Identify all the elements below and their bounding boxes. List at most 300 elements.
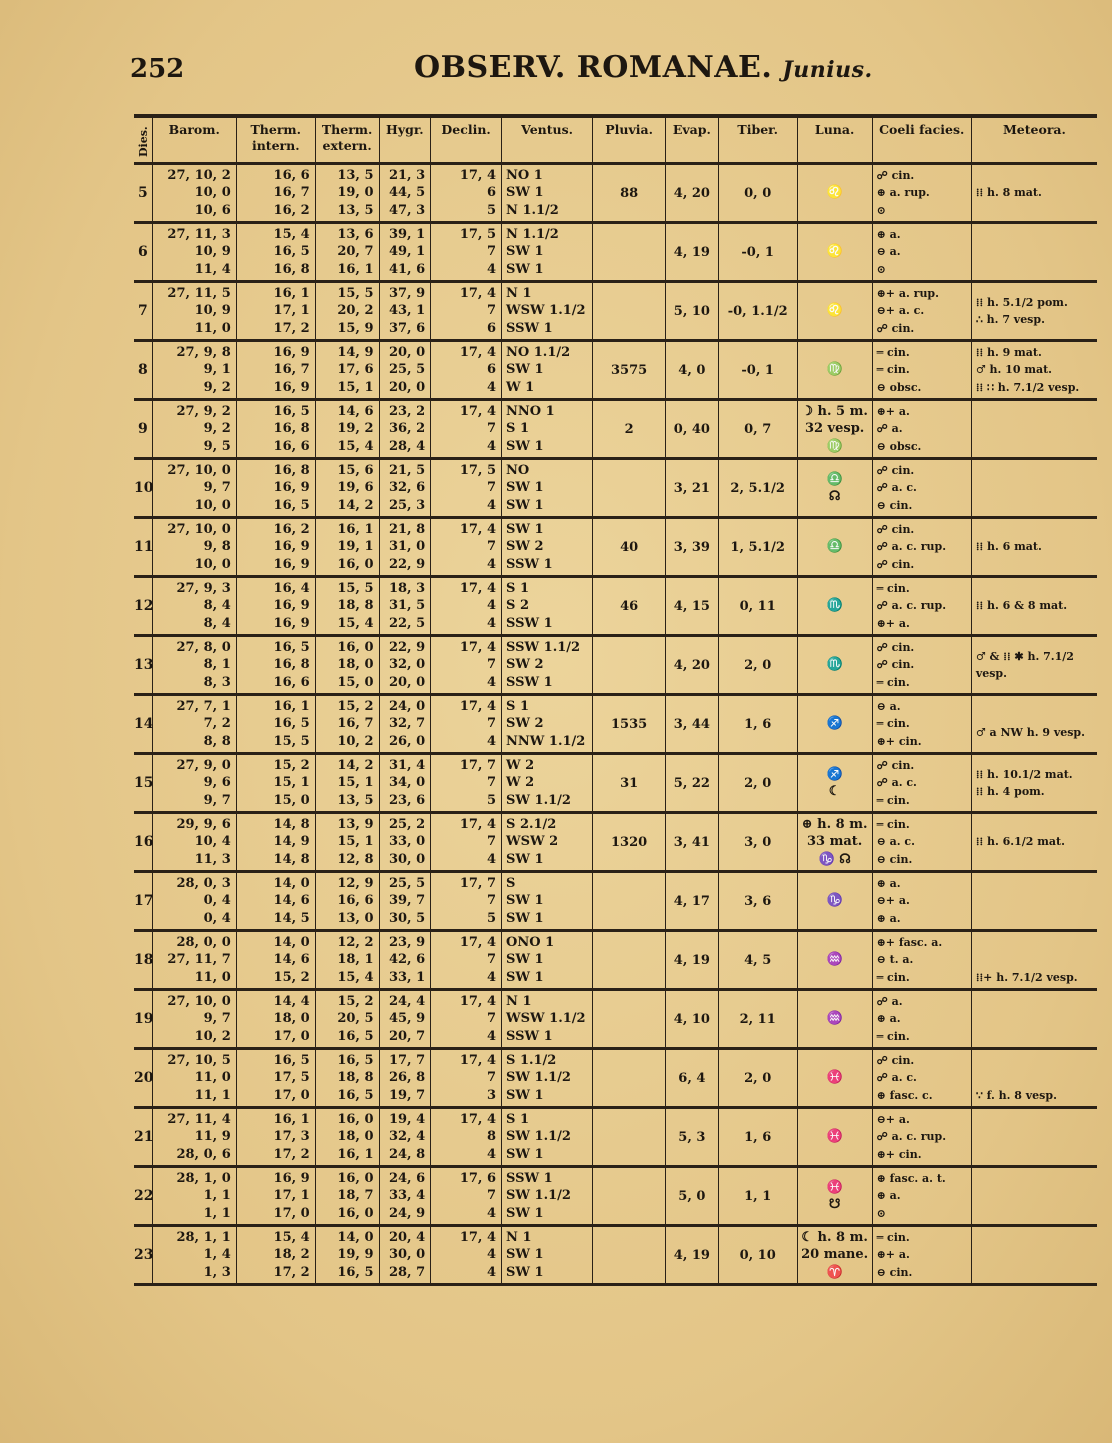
evap-cell: 4, 0: [666, 341, 719, 400]
table-row: [134, 341, 1097, 400]
meteora-cell: [971, 636, 1097, 695]
tiber-cell: 0, 11: [718, 577, 797, 636]
meteora-cell: [971, 459, 1097, 518]
ventus-cell-line: S: [506, 875, 516, 891]
ventus-cell: [502, 518, 593, 577]
declin-cell-line: 7: [486, 1188, 497, 1204]
hygr-cell: [379, 1167, 431, 1226]
declin-cell-line: 17, 4: [459, 816, 497, 832]
coeli-cell-line: ⊕ a.: [876, 911, 901, 925]
header-row: [134, 116, 1097, 164]
therm-extern-cell-line: 13, 9: [337, 816, 374, 832]
meteora-cell-line: ♂ a NW h. 9 vesp.: [975, 726, 1085, 739]
coeli-cell-line: ⊕ a. rup.: [876, 186, 930, 200]
therm-extern-cell: [315, 341, 379, 400]
luna-cell: [797, 223, 872, 282]
declin-cell-line: 6: [486, 185, 497, 201]
therm-intern-cell-line: 16, 8: [273, 462, 310, 478]
table-row: [134, 518, 1097, 577]
ventus-cell-line: WSW 1.1/2: [506, 303, 586, 319]
coeli-cell-line: ⊖ a.: [876, 699, 901, 713]
barom-cell-line: 28, 0, 0: [176, 934, 231, 950]
luna-cell: [797, 931, 872, 990]
evap-cell: 3, 44: [666, 695, 719, 754]
declin-cell-line: 4: [486, 851, 497, 867]
tiber-cell: 0, 10: [718, 1226, 797, 1285]
ventus-cell-line: SW 1: [506, 185, 544, 201]
coeli-cell-line: ═ cin.: [876, 1029, 910, 1043]
luna-cell-line: ☽ h. 5 m.: [801, 403, 868, 419]
coeli-cell-line: ☍ cin.: [876, 522, 915, 536]
luna-cell-line: ♒: [826, 1011, 843, 1027]
therm-intern-cell-line: 16, 6: [273, 674, 310, 690]
declin-cell-line: 7: [486, 893, 497, 909]
coeli-cell-line: ⊕ a.: [876, 1189, 901, 1203]
barom-cell: [152, 400, 236, 459]
ventus-cell-line: N 1.1/2: [506, 226, 559, 242]
coeli-cell-line: ☍ a. c. rup.: [876, 1130, 947, 1144]
ventus-cell: [502, 754, 593, 813]
declin-cell: [431, 1226, 502, 1285]
luna-cell-line: ♍: [826, 438, 843, 454]
evap-cell: 4, 15: [666, 577, 719, 636]
declin-cell-line: 4: [486, 1264, 497, 1280]
hygr-cell-line: 28, 7: [388, 1264, 426, 1280]
therm-extern-cell-line: 16, 1: [337, 261, 374, 277]
table-row: [134, 1167, 1097, 1226]
barom-cell-line: 9, 2: [203, 421, 231, 437]
pluvia-cell: [593, 636, 666, 695]
barom-cell-line: 27, 11, 5: [167, 285, 231, 301]
declin-cell-line: 4: [486, 438, 497, 454]
declin-cell: [431, 990, 502, 1049]
meteora-cell: [971, 1226, 1097, 1285]
coeli-cell-line: ⊙: [876, 262, 886, 276]
therm-intern-cell: [236, 754, 315, 813]
evap-cell: 4, 20: [666, 164, 719, 223]
therm-extern-cell-line: 18, 0: [337, 1129, 374, 1145]
coeli-cell: [872, 872, 971, 931]
declin-cell: [431, 577, 502, 636]
therm-intern-cell-line: 15, 5: [273, 733, 310, 749]
coeli-cell-line: ⊖+ a.: [876, 1112, 910, 1126]
hygr-cell-line: 43, 1: [388, 303, 426, 319]
declin-cell: [431, 518, 502, 577]
therm-extern-cell-line: 15, 4: [337, 615, 374, 631]
tiber-cell: 1, 5.1/2: [718, 518, 797, 577]
hygr-cell: [379, 636, 431, 695]
hygr-cell-line: 18, 3: [388, 580, 426, 596]
therm-extern-cell-line: 16, 0: [337, 1205, 374, 1221]
therm-intern-cell-line: 16, 4: [273, 580, 310, 596]
therm-extern-cell-line: 16, 1: [337, 1146, 374, 1162]
hygr-cell-line: 36, 2: [388, 421, 426, 437]
pluvia-cell: [593, 990, 666, 1049]
therm-extern-cell: [315, 636, 379, 695]
barom-cell: [152, 164, 236, 223]
hygr-cell: [379, 931, 431, 990]
luna-cell: [797, 1049, 872, 1108]
column-header: Declin.: [431, 116, 502, 164]
therm-intern-cell: [236, 1167, 315, 1226]
barom-cell-line: 8, 1: [203, 657, 231, 673]
therm-intern-cell: [236, 282, 315, 341]
barom-cell: [152, 695, 236, 754]
meteora-cell: [971, 282, 1097, 341]
day-cell: 8: [134, 341, 152, 400]
hygr-cell: [379, 990, 431, 1049]
tiber-cell: 2, 0: [718, 636, 797, 695]
declin-cell-line: 17, 6: [459, 1170, 497, 1186]
luna-cell: [797, 990, 872, 1049]
ventus-cell-line: S 1: [506, 580, 529, 596]
barom-cell: [152, 282, 236, 341]
ventus-cell-line: SW 1: [506, 1146, 544, 1162]
declin-cell-line: 17, 4: [459, 698, 497, 714]
therm-intern-cell: [236, 636, 315, 695]
meteora-cell-line: ⁞⁞ h. 4 pom.: [975, 785, 1045, 798]
pluvia-cell: [593, 1049, 666, 1108]
therm-extern-cell-line: 16, 0: [337, 1170, 374, 1186]
column-header: Pluvia.: [593, 116, 666, 164]
coeli-cell: [872, 164, 971, 223]
therm-extern-cell: [315, 1049, 379, 1108]
therm-intern-cell-line: 18, 2: [273, 1247, 310, 1263]
column-header: Luna.: [797, 116, 872, 164]
ventus-cell: [502, 1226, 593, 1285]
meteora-cell: [971, 400, 1097, 459]
therm-extern-cell-line: 10, 2: [337, 733, 374, 749]
therm-extern-cell-line: 14, 6: [337, 403, 374, 419]
tiber-cell: 4, 5: [718, 931, 797, 990]
therm-extern-cell-line: 15, 1: [337, 834, 374, 850]
barom-cell: [152, 1167, 236, 1226]
hygr-cell-line: 30, 5: [388, 910, 426, 926]
table-row: [134, 931, 1097, 990]
therm-intern-cell-line: 16, 9: [273, 480, 310, 496]
barom-cell: [152, 1049, 236, 1108]
meteora-cell-line: ⁞⁞ h. 6 mat.: [975, 540, 1042, 554]
column-header: Evap.: [666, 116, 719, 164]
coeli-cell-line: ⊕+ a.: [876, 1248, 910, 1262]
barom-cell-line: 10, 0: [194, 497, 231, 513]
barom-cell: [152, 1108, 236, 1167]
therm-intern-cell-line: 17, 2: [273, 320, 310, 336]
declin-cell-line: 17, 4: [459, 285, 497, 301]
pluvia-cell: [593, 1108, 666, 1167]
hygr-cell-line: 30, 0: [388, 1247, 426, 1263]
ventus-cell-line: S 1: [506, 1111, 529, 1127]
therm-extern-cell-line: 16, 0: [337, 639, 374, 655]
tiber-cell: 2, 0: [718, 754, 797, 813]
ventus-cell-line: W 2: [506, 775, 535, 791]
therm-extern-cell-line: 19, 2: [337, 421, 374, 437]
ventus-cell-line: SW 2: [506, 539, 544, 555]
coeli-cell-line: ═ cin.: [876, 817, 910, 831]
day-cell: 11: [134, 518, 152, 577]
declin-cell-line: 6: [486, 362, 497, 378]
day-cell: 10: [134, 459, 152, 518]
hygr-cell-line: 24, 4: [388, 993, 426, 1009]
therm-intern-cell-line: 14, 0: [273, 934, 310, 950]
hygr-cell-line: 37, 9: [388, 285, 426, 301]
hygr-cell-line: 49, 1: [388, 244, 426, 260]
luna-cell-line: ♌: [826, 303, 843, 319]
declin-cell-line: 17, 7: [459, 875, 497, 891]
declin-cell: [431, 223, 502, 282]
therm-intern-cell-line: 16, 1: [273, 1111, 310, 1127]
column-header: Barom.: [152, 116, 236, 164]
declin-cell-line: 17, 4: [459, 1111, 497, 1127]
therm-extern-cell-line: 16, 6: [337, 893, 374, 909]
therm-extern-cell-line: 15, 1: [337, 775, 374, 791]
ventus-cell-line: SW 1.1/2: [506, 1188, 571, 1204]
barom-cell: [152, 813, 236, 872]
therm-extern-cell-line: 15, 5: [337, 285, 374, 301]
therm-intern-cell: [236, 872, 315, 931]
coeli-cell-line: ☍ a.: [876, 422, 903, 436]
coeli-cell: [872, 754, 971, 813]
meteora-cell-line: vesp.: [975, 667, 1007, 680]
coeli-cell-line: ⊖ obsc.: [876, 439, 922, 453]
barom-cell-line: 9, 7: [203, 792, 231, 808]
therm-intern-cell-line: 16, 2: [273, 202, 310, 218]
barom-cell-line: 9, 8: [203, 539, 231, 555]
ventus-cell-line: SSW 1.1/2: [506, 639, 581, 655]
declin-cell: [431, 931, 502, 990]
hygr-cell-line: 30, 0: [388, 851, 426, 867]
hygr-cell-line: 33, 1: [388, 969, 426, 985]
declin-cell-line: 4: [486, 1028, 497, 1044]
hygr-cell: [379, 1049, 431, 1108]
therm-intern-cell-line: 16, 9: [273, 344, 310, 360]
coeli-cell-line: ═ cin.: [876, 793, 910, 807]
barom-cell-line: 9, 5: [203, 438, 231, 454]
barom-cell-line: 27, 10, 0: [167, 521, 231, 537]
luna-cell: [797, 1226, 872, 1285]
therm-extern-cell-line: 19, 9: [337, 1247, 374, 1263]
barom-cell-line: 10, 9: [194, 244, 231, 260]
coeli-cell: [872, 636, 971, 695]
therm-intern-cell: [236, 400, 315, 459]
luna-cell-line: ♓: [826, 1129, 843, 1145]
hygr-cell-line: 44, 5: [388, 185, 426, 201]
therm-extern-cell: [315, 400, 379, 459]
coeli-cell-line: ☍ cin.: [876, 658, 915, 672]
barom-cell-line: 27, 9, 0: [176, 757, 231, 773]
therm-extern-cell-line: 15, 4: [337, 969, 374, 985]
tiber-cell: 0, 0: [718, 164, 797, 223]
therm-intern-cell-line: 16, 9: [273, 539, 310, 555]
declin-cell: [431, 813, 502, 872]
luna-cell-line: ♒: [826, 952, 843, 968]
therm-extern-cell-line: 16, 5: [337, 1052, 374, 1068]
ventus-cell-line: SSW 1: [506, 1170, 553, 1186]
meteora-cell-line: ⁞⁞ h. 10.1/2 mat.: [975, 767, 1073, 781]
luna-cell-line: ♎: [826, 471, 843, 487]
declin-cell-line: 3: [486, 1087, 497, 1103]
declin-cell-line: 5: [486, 910, 497, 926]
therm-intern-cell-line: 14, 5: [273, 910, 310, 926]
declin-cell-line: 17, 4: [459, 344, 497, 360]
barom-cell-line: 10, 0: [194, 556, 231, 572]
barom-cell-line: 29, 9, 6: [176, 816, 231, 832]
declin-cell-line: 17, 4: [459, 639, 497, 655]
hygr-cell-line: 22, 9: [388, 639, 426, 655]
hygr-cell-line: 24, 6: [388, 1170, 426, 1186]
coeli-cell-line: ⊙: [876, 203, 886, 217]
ventus-cell-line: SW 2: [506, 657, 544, 673]
day-cell: 17: [134, 872, 152, 931]
coeli-cell-line: ⊖ cin.: [876, 1265, 913, 1279]
barom-cell-line: 9, 7: [203, 1011, 231, 1027]
therm-extern-cell-line: 16, 5: [337, 1087, 374, 1103]
barom-cell: [152, 1226, 236, 1285]
ventus-cell: [502, 577, 593, 636]
therm-extern-cell: [315, 1226, 379, 1285]
barom-cell-line: 27, 9, 8: [176, 344, 231, 360]
ventus-cell: [502, 223, 593, 282]
therm-intern-cell-line: 17, 1: [273, 1188, 310, 1204]
hygr-cell-line: 42, 6: [388, 952, 426, 968]
tiber-cell: 3, 6: [718, 872, 797, 931]
ventus-cell: [502, 459, 593, 518]
therm-intern-cell-line: 16, 5: [273, 639, 310, 655]
declin-cell-line: 5: [486, 792, 497, 808]
barom-cell: [152, 990, 236, 1049]
ventus-cell-line: ONO 1: [506, 934, 555, 950]
hygr-cell: [379, 1108, 431, 1167]
meteora-cell-line: [972, 951, 1097, 969]
therm-extern-cell-line: 16, 0: [337, 1111, 374, 1127]
evap-cell: 5, 22: [666, 754, 719, 813]
coeli-cell-line: ☍ cin.: [876, 557, 915, 571]
meteora-cell: [971, 754, 1097, 813]
therm-intern-cell-line: 16, 2: [273, 521, 310, 537]
column-header: [134, 116, 152, 164]
meteora-cell-line: [972, 1052, 1097, 1070]
therm-extern-cell-line: 14, 2: [337, 757, 374, 773]
coeli-cell-line: ⊖ a. c.: [876, 835, 915, 849]
coeli-cell-line: ⊕ a.: [876, 1012, 901, 1026]
therm-extern-cell-line: 16, 1: [337, 521, 374, 537]
ventus-cell: [502, 931, 593, 990]
therm-extern-cell: [315, 459, 379, 518]
therm-extern-cell: [315, 990, 379, 1049]
ventus-cell-line: N 1: [506, 285, 532, 301]
declin-cell-line: 7: [486, 303, 497, 319]
table-row: [134, 459, 1097, 518]
luna-cell: [797, 1108, 872, 1167]
meteora-cell: [971, 931, 1097, 990]
therm-extern-cell-line: 15, 0: [337, 674, 374, 690]
declin-cell: [431, 341, 502, 400]
barom-cell-line: 9, 6: [203, 775, 231, 791]
coeli-cell: [872, 282, 971, 341]
therm-intern-cell-line: 17, 0: [273, 1028, 310, 1044]
barom-cell-line: 11, 9: [194, 1129, 231, 1145]
declin-cell-line: 17, 4: [459, 403, 497, 419]
therm-intern-cell-line: 14, 8: [273, 851, 310, 867]
column-header: Coeli facies.: [872, 116, 971, 164]
day-cell: 22: [134, 1167, 152, 1226]
declin-cell-line: 4: [486, 556, 497, 572]
barom-cell-line: 7, 2: [203, 716, 231, 732]
therm-intern-cell-line: 16, 5: [273, 403, 310, 419]
declin-cell-line: 5: [486, 202, 497, 218]
coeli-cell-line: ⊖+ a.: [876, 894, 910, 908]
ventus-cell-line: SW 1: [506, 362, 544, 378]
barom-cell-line: 0, 4: [203, 893, 231, 909]
declin-cell-line: 7: [486, 539, 497, 555]
ventus-cell: [502, 282, 593, 341]
declin-cell-line: 6: [486, 320, 497, 336]
barom-cell-line: 11, 3: [194, 851, 231, 867]
ventus-cell-line: S 1: [506, 421, 529, 437]
ventus-cell: [502, 400, 593, 459]
table-row: [134, 636, 1097, 695]
hygr-cell: [379, 754, 431, 813]
barom-cell-line: 28, 0, 6: [176, 1146, 231, 1162]
therm-intern-cell-line: 14, 9: [273, 834, 310, 850]
declin-cell: [431, 1049, 502, 1108]
barom-cell-line: 11, 1: [194, 1087, 231, 1103]
therm-extern-cell-line: 14, 9: [337, 344, 374, 360]
therm-extern-cell: [315, 518, 379, 577]
therm-intern-cell-line: 17, 0: [273, 1087, 310, 1103]
ventus-cell: [502, 341, 593, 400]
ventus-cell-line: SSW 1: [506, 1028, 553, 1044]
hygr-cell-line: 33, 4: [388, 1188, 426, 1204]
meteora-cell-line: ⁞⁞ h. 6.1/2 mat.: [975, 835, 1065, 849]
ventus-cell-line: SSW 1: [506, 320, 553, 336]
hygr-cell-line: 17, 7: [388, 1052, 426, 1068]
barom-cell: [152, 754, 236, 813]
therm-intern-cell: [236, 577, 315, 636]
barom-cell-line: 9, 7: [203, 480, 231, 496]
declin-cell: [431, 872, 502, 931]
hygr-cell-line: 33, 0: [388, 834, 426, 850]
tiber-cell: 1, 6: [718, 1108, 797, 1167]
barom-cell-line: 11, 0: [194, 969, 231, 985]
hygr-cell-line: 21, 3: [388, 167, 426, 183]
ventus-cell-line: NO 1.1/2: [506, 344, 571, 360]
hygr-cell-line: 20, 0: [388, 674, 426, 690]
hygr-cell-line: 32, 6: [388, 480, 426, 496]
day-cell: 21: [134, 1108, 152, 1167]
meteora-cell-line: ∴ h. 7 vesp.: [975, 313, 1045, 326]
ventus-cell: [502, 636, 593, 695]
therm-intern-cell-line: 16, 6: [273, 167, 310, 183]
luna-cell-line: ♓: [826, 1179, 843, 1195]
hygr-cell: [379, 400, 431, 459]
barom-cell: [152, 459, 236, 518]
coeli-cell-line: ═ cin.: [876, 581, 910, 595]
hygr-cell: [379, 341, 431, 400]
meteora-cell: [971, 518, 1097, 577]
ventus-cell-line: SW 1: [506, 438, 544, 454]
therm-extern-cell-line: 15, 6: [337, 462, 374, 478]
barom-cell-line: 9, 2: [203, 379, 231, 395]
therm-intern-cell-line: 15, 2: [273, 969, 310, 985]
therm-intern-cell-line: 17, 2: [273, 1146, 310, 1162]
meteora-cell: [971, 1167, 1097, 1226]
barom-cell: [152, 931, 236, 990]
therm-intern-cell-line: 18, 0: [273, 1011, 310, 1027]
month-label: Junius.: [782, 57, 873, 83]
therm-extern-cell-line: 16, 5: [337, 1028, 374, 1044]
ventus-cell-line: SW 1: [506, 851, 544, 867]
